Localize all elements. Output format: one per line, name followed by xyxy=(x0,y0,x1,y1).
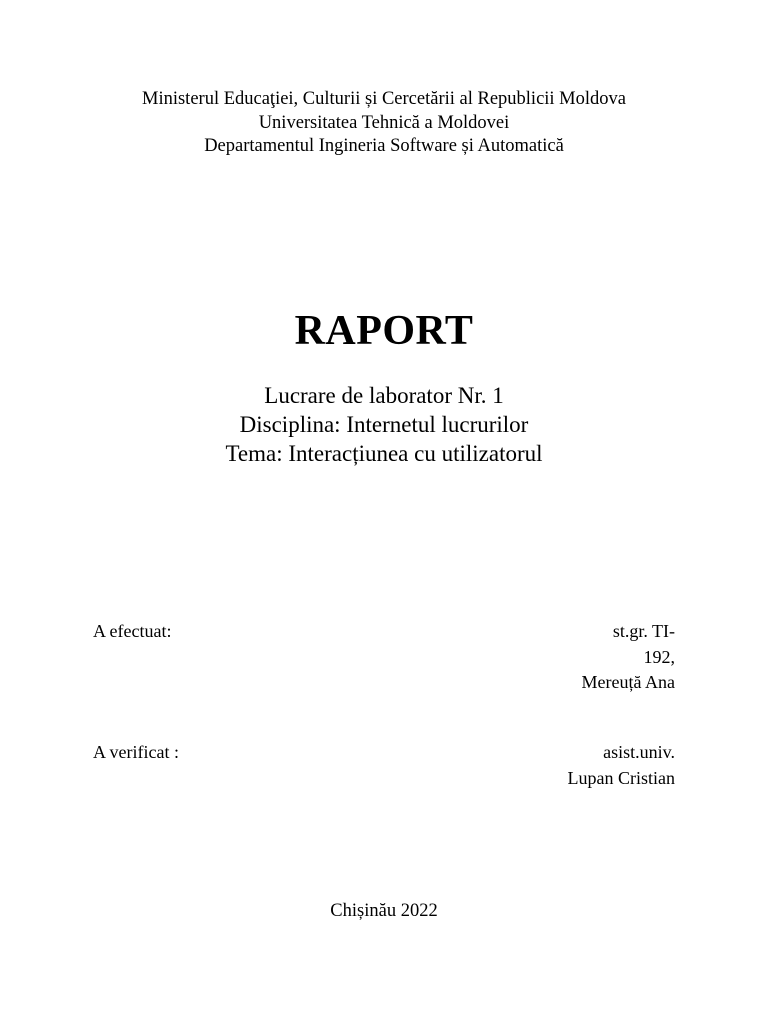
performed-by xyxy=(582,619,675,696)
report-subtitle xyxy=(0,381,768,468)
performed-label: A efectuat: xyxy=(93,621,172,641)
ministry-name: Ministerul Educaţiei, Culturii și Cercetării al Republicii Moldova xyxy=(142,89,626,109)
university-name: Universitatea Tehnică a Moldovei xyxy=(258,112,510,133)
verified-teacher-name: Lupan Cristian xyxy=(567,767,675,788)
performed-group-line1: st.gr. TI- xyxy=(612,621,675,641)
place-and-year: Chișinău 2022 xyxy=(330,901,438,921)
verified-title: asist.univ. xyxy=(603,742,675,762)
performed-group-line2: 192, xyxy=(643,646,675,667)
topic: Tema: Interacțiunea cu utilizatorul xyxy=(225,441,543,466)
verified-by xyxy=(568,740,675,791)
department-name: Departamentul Ingineria Software și Automatică xyxy=(204,136,564,156)
verified-label: A verificat : xyxy=(93,742,179,762)
institution-header xyxy=(0,88,768,159)
report-title: RAPORT xyxy=(294,308,474,354)
performed-student-name: Mereuță Ana xyxy=(581,672,675,692)
lab-number: Lucrare de laborator Nr. 1 xyxy=(264,383,504,408)
discipline: Disciplina: Internetul lucrurilor xyxy=(239,412,529,437)
